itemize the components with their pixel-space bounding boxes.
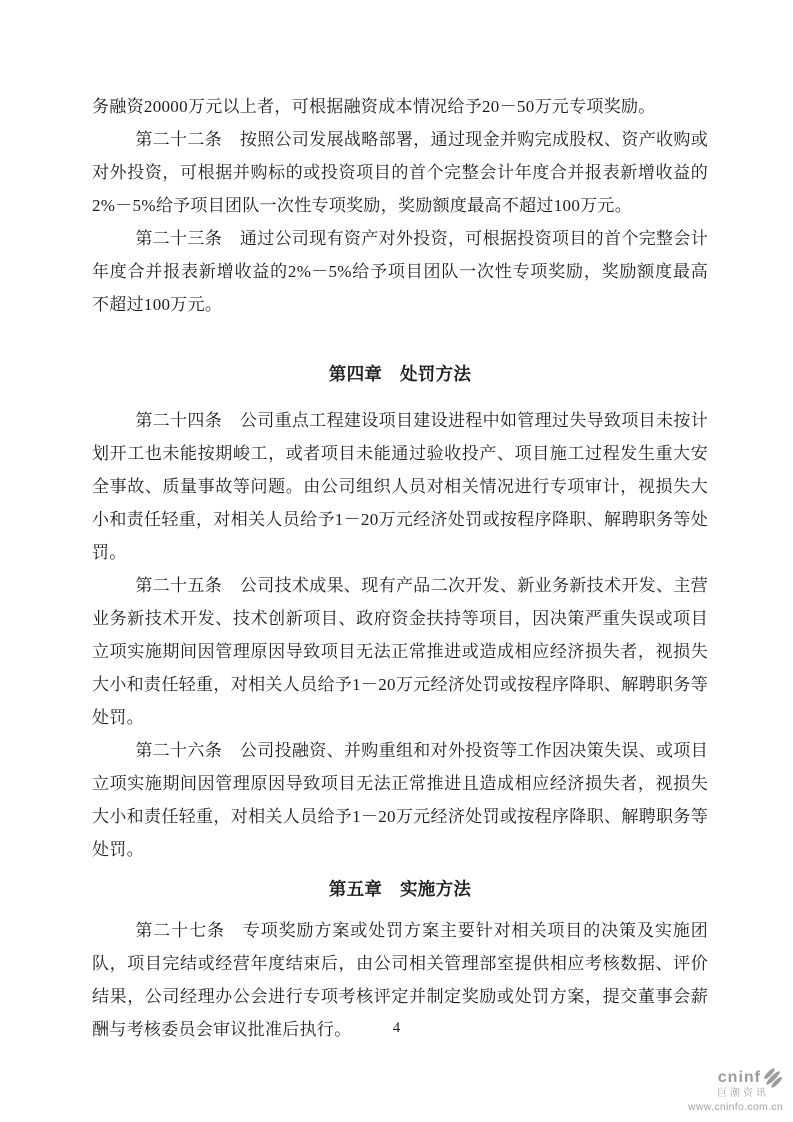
cninfo-url: www.cninfo.com.cn bbox=[688, 1100, 783, 1113]
chapter-heading-5: 第五章 实施方法 bbox=[328, 879, 472, 899]
article-number: 第二十二条 bbox=[135, 130, 223, 149]
article-number: 第二十三条 bbox=[135, 229, 223, 248]
article-text: 按照公司发展战略部署，通过现金并购完成股权、资产收购或对外投资，可根据并购标的或投资项目的首个完整会计年度合并报表新增收益的2%－5%给予项目团队一次性专项奖励，奖励额度最高不超过100万元。 bbox=[92, 130, 708, 215]
article-text: 公司技术成果、现有产品二次开发、新业务新技术开发、主营业务新技术开发、技术创新项目、政府资金扶持等项目，因决策严重失误或项目立项实施期间因管理原因导致项目无法正常推进或造成相应经济损失者，视损失大小和责任轻重，对相关人员给予1－20万元经济处罚或按程序降职、解聘职务等处罚。 bbox=[92, 576, 708, 727]
article-text: 公司重点工程建设项目建设进程中如管理过失导致项目未按计划开工也未能按期峻工，或者项目未能通过验收投产、项目施工过程发生重大安全事故、质量事故等问题。由公司组织人员对相关情况进行专项审计，视损失大小和责任轻重，对相关人员给予1－20万元经济处罚或按程序降职、解聘职务等处罚。 bbox=[92, 411, 708, 562]
article-paragraph-25 bbox=[92, 569, 708, 734]
cninfo-logo-text: cninf bbox=[717, 1069, 761, 1086]
article-text: 专项奖励方案或处罚方案主要针对相关项目的决策及实施团队，项目完结或经营年度结束后，由公司相关管理部室提供相应考核数据、评价结果，公司经理办公会进行专项考核评定并制定奖励或处罚方案，提交董事会薪酬与考核委员会审议批准后执行。 bbox=[92, 921, 708, 1039]
article-text: 通过公司现有资产对外投资，可根据投资项目的首个完整会计年度合并报表新增收益的2%－5%给予项目团队一次性专项奖励，奖励额度最高不超过100万元。 bbox=[92, 229, 708, 314]
article-number: 第二十四条 bbox=[135, 411, 223, 430]
chapter-heading-4: 第四章 处罚方法 bbox=[328, 364, 472, 384]
article-paragraph-24 bbox=[92, 404, 708, 569]
article-paragraph-26 bbox=[92, 734, 708, 866]
article-number: 第二十五条 bbox=[135, 576, 223, 595]
document-body bbox=[92, 90, 708, 1046]
paragraph-continuation: 务融资20000万元以上者，可根据融资成本情况给予20－50万元专项奖励。 bbox=[92, 97, 656, 116]
article-paragraph-22 bbox=[92, 123, 708, 222]
article-number: 第二十六条 bbox=[135, 741, 223, 760]
cninfo-watermark bbox=[688, 1068, 783, 1114]
article-paragraph-23 bbox=[92, 222, 708, 321]
swirl-icon bbox=[763, 1068, 783, 1088]
article-text: 公司投融资、并购重组和对外投资等工作因决策失误、或项目立项实施期间因管理原因导致项目无法正常推进且造成相应经济损失者，视损失大小和责任轻重，对相关人员给予1－20万元经济处罚或按程序降职、解聘职务等处罚。 bbox=[92, 741, 708, 859]
cninfo-brand-name: 巨潮资讯 bbox=[717, 1088, 769, 1099]
page-number: 4 bbox=[392, 1020, 401, 1036]
article-number: 第二十七条 bbox=[135, 921, 225, 940]
